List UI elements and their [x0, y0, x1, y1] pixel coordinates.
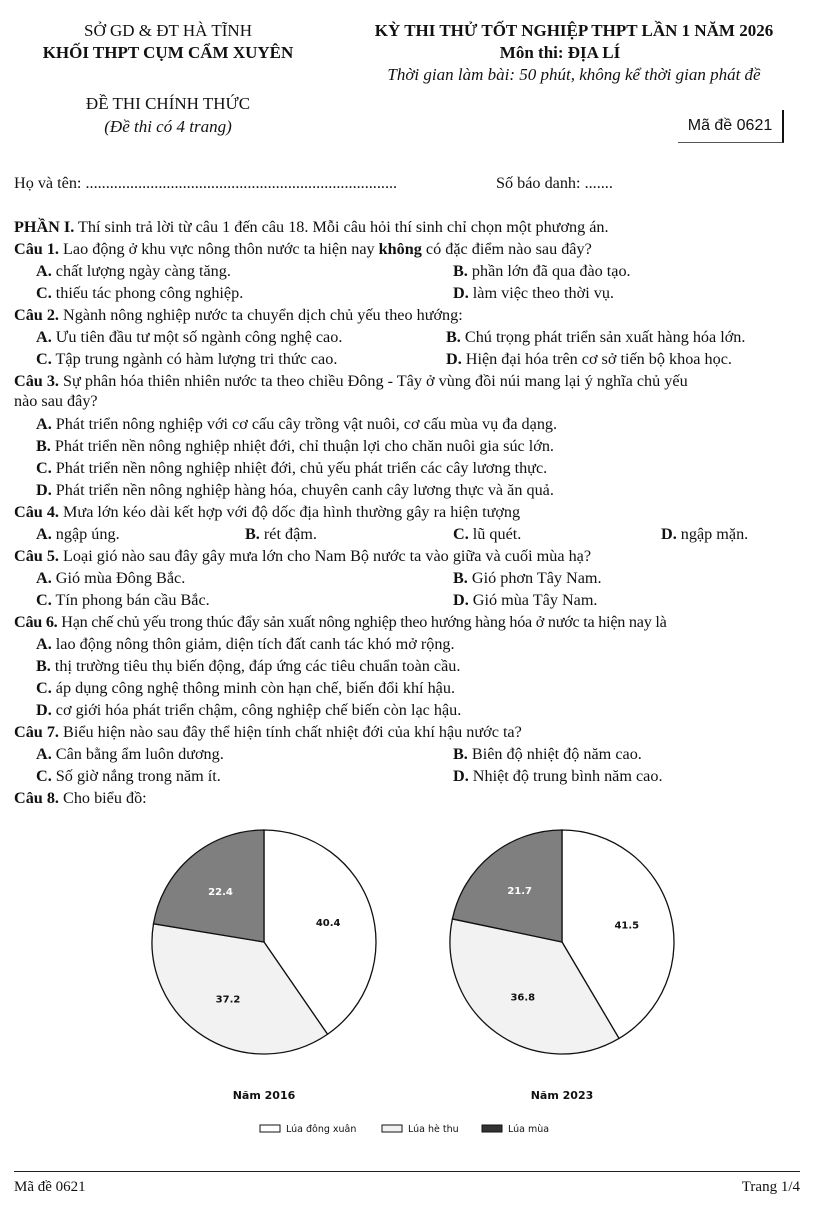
q4-option-c: C. lũ quét.	[453, 525, 522, 543]
pie-label-0-2: 22.4	[208, 886, 233, 898]
part1-instruction	[14, 216, 609, 238]
q7-option-a: A. Cân bằng ẩm luôn dương.	[36, 745, 224, 763]
q3-option-a: A. Phát triển nông nghiệp với cơ cấu cây trồng vật nuôi, cơ cấu mùa vụ đa dạng.	[36, 415, 558, 433]
q5-option-d: D. Gió mùa Tây Nam.	[453, 591, 598, 609]
pie-label-1-1: 36.8	[510, 992, 536, 1004]
pie-label-1-2: 21.7	[507, 885, 533, 897]
question-7: Câu 7. Biểu hiện nào sau đây thể hiện tính chất nhiệt đới của khí hậu nước ta?	[14, 723, 522, 741]
q3-option-d: D. Phát triển nền nông nghiệp hàng hóa, chuyên canh cây lương thực và ăn quả.	[36, 481, 554, 499]
footer-divider	[14, 1171, 800, 1172]
exam-code-box: Mã đề 0621	[678, 110, 784, 143]
pie-label-0-1: 37.2	[215, 994, 241, 1006]
q1-option-d: D. làm việc theo thời vụ.	[453, 284, 614, 302]
question-5: Câu 5. Loại gió nào sau đây gây mưa lớn cho Nam Bộ nước ta vào giữa và cuối mùa hạ?	[14, 547, 592, 565]
q2-option-a: A. Ưu tiên đầu tư một số ngành công nghệ cao.	[36, 328, 343, 346]
legend-label-2: Lúa mùa	[508, 1124, 550, 1135]
q7-option-d: D. Nhiệt độ trung bình năm cao.	[453, 767, 663, 785]
pie-label-1-0: 41.5	[614, 920, 640, 932]
q4-option-b: B. rét đậm.	[245, 525, 317, 543]
legend-swatch-0	[260, 1125, 280, 1132]
q2-option-b: B. Chú trọng phát triển sản xuất hàng hóa lớn.	[446, 328, 746, 346]
page-count-note: (Đề thi có 4 trang)	[104, 117, 232, 136]
q1-option-a: A. chất lượng ngày càng tăng.	[36, 262, 231, 280]
legend-label-0: Lúa đông xuân	[286, 1124, 357, 1135]
q7-option-c: C. Số giờ nắng trong năm ít.	[36, 767, 221, 785]
exam-title: KỲ THI THỬ TỐT NGHIỆP THPT LẦN 1 NĂM 2026	[374, 21, 774, 40]
q3-option-b: B. Phát triển nền nông nghiệp nhiệt đới, chỉ thuận lợi cho chăn nuôi gia súc lớn.	[36, 437, 554, 455]
q2-option-c: C. Tập trung ngành có hàm lượng tri thức cao.	[36, 350, 338, 368]
candidate-name-field: Họ và tên: .............................................................................	[14, 174, 398, 192]
part-text: Thí sinh trả lời từ câu 1 đến câu 18. Mỗi câu hỏi thí sinh chỉ chọn một phương án.	[74, 218, 609, 236]
q4-option-a: A. ngập úng.	[36, 525, 120, 543]
footer-exam-code: Mã đề 0621	[14, 1179, 86, 1195]
pie-title-1: Năm 2023	[530, 1089, 594, 1102]
q3-option-c: C. Phát triển nền nông nghiệp nhiệt đới, chủ yếu phát triển các cây lương thực.	[36, 459, 548, 477]
legend-swatch-1	[382, 1125, 402, 1132]
question-3: Câu 3. Sự phân hóa thiên nhiên nước ta theo chiều Đông - Tây ở vùng đồi núi mang lại ý nghĩa chủ yếu	[14, 372, 688, 390]
legend-label-1: Lúa hè thu	[408, 1124, 459, 1135]
pie-title-0: Năm 2016	[232, 1089, 296, 1102]
q5-option-c: C. Tín phong bán cầu Bắc.	[36, 591, 210, 609]
q6-option-b: B. thị trường tiêu thụ biến động, đáp ứng các tiêu chuẩn toàn cầu.	[36, 657, 461, 675]
part-label: PHẦN I.	[14, 218, 75, 236]
pie-chart-area	[0, 810, 815, 1150]
q7-option-b: B. Biên độ nhiệt độ năm cao.	[453, 745, 642, 763]
subject: Môn thi: ĐỊA LÍ	[499, 43, 621, 62]
question-4: Câu 4. Mưa lớn kéo dài kết hợp với độ dốc địa hình thường gây ra hiện tượng	[14, 503, 521, 521]
footer-page-number: Trang 1/4	[741, 1179, 800, 1195]
q6-option-a: A. lao động nông thôn giảm, diện tích đất canh tác khó mở rộng.	[36, 635, 455, 653]
question-6: Câu 6. Hạn chế chủ yếu trong thúc đẩy sản xuất nông nghiệp theo hướng hàng hóa ở nước ta hiện nay là	[14, 613, 667, 631]
q5-option-a: A. Gió mùa Đông Bắc.	[36, 569, 186, 587]
question-3-cont: nào sau đây?	[14, 392, 98, 410]
official-exam-label: ĐỀ THI CHÍNH THỨC	[85, 94, 251, 113]
q1-option-b: B. phần lớn đã qua đào tạo.	[453, 262, 631, 280]
question-2: Câu 2. Ngành nông nghiệp nước ta chuyển dịch chủ yếu theo hướng:	[14, 306, 463, 324]
school-cluster: KHỐI THPT CỤM CẨM XUYÊN	[42, 43, 294, 62]
q6-option-c: C. áp dụng công nghệ thông minh còn hạn chế, biến đổi khí hậu.	[36, 679, 456, 697]
legend-swatch-2	[482, 1125, 502, 1132]
q1-option-c: C. thiếu tác phong công nghiệp.	[36, 284, 244, 302]
exam-duration: Thời gian làm bài: 50 phút, không kể thời gian phát đề	[387, 65, 761, 84]
q2-option-d: D. Hiện đại hóa trên cơ sở tiến bộ khoa học.	[446, 350, 732, 368]
q4-option-d: D. ngập mặn.	[661, 525, 749, 543]
department-name: SỞ GD & ĐT HÀ TĨNH	[84, 21, 252, 40]
candidate-id-field: Số báo danh: .......	[496, 174, 613, 192]
q5-option-b: B. Gió phơn Tây Nam.	[453, 569, 602, 587]
q6-option-d: D. cơ giới hóa phát triển chậm, công nghiệp chế biến còn lạc hậu.	[36, 701, 462, 719]
pie-label-0-0: 40.4	[315, 918, 341, 929]
question-1: Câu 1. Lao động ở khu vực nông thôn nước ta hiện nay không có đặc điểm nào sau đây?	[14, 240, 592, 258]
question-8: Câu 8. Cho biểu đồ:	[14, 789, 147, 807]
